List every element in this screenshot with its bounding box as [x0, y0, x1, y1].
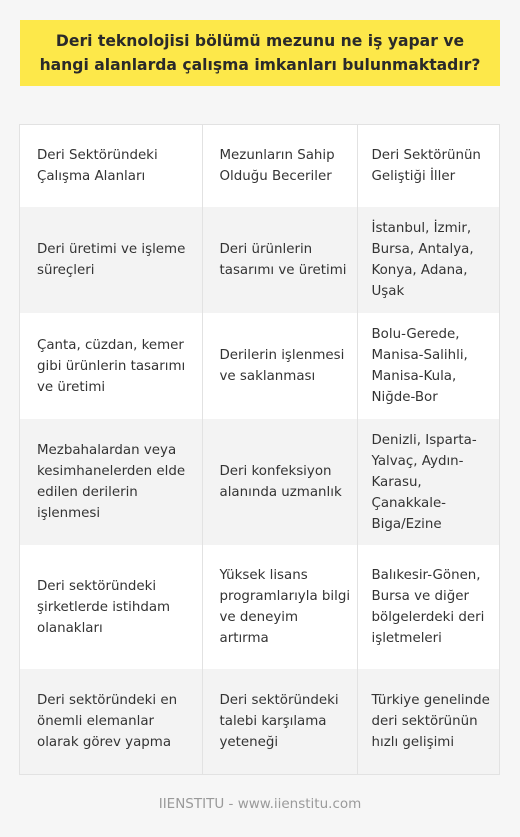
- table-cell: Balıkesir-Gönen, Bursa ve diğer bölgelerdeki deri işletmeleri: [357, 545, 499, 669]
- table-cell: Yüksek lisans programlarıyla bilgi ve deneyim artırma: [202, 545, 357, 669]
- table-cell: Deri konfeksiyon alanında uzmanlık: [202, 419, 357, 545]
- table-cell: Deri sektöründeki en önemli elemanlar olarak görev yapma: [20, 669, 202, 774]
- header-cell-provinces: Deri Sektörünün Geliştiği İller: [357, 125, 499, 207]
- table-cell: Bolu-Gerede, Manisa-Salihli, Manisa-Kula, Niğde-Bor: [357, 313, 499, 419]
- table-cell: Denizli, Isparta-Yalvaç, Aydın-Karasu, Çanakkale-Biga/Ezine: [357, 419, 499, 545]
- table-row: [20, 669, 499, 774]
- table-cell: Deri üretimi ve işleme süreçleri: [20, 207, 202, 313]
- page-title: Deri teknolojisi bölümü mezunu ne iş yapar ve hangi alanlarda çalışma imkanları bulunmaktadır?: [39, 32, 481, 74]
- table-row: [20, 545, 499, 669]
- table-header-row: [20, 125, 499, 207]
- footer-credit: IIENSTITU - www.iienstitu.com: [158, 796, 362, 812]
- table-cell: Deri sektöründeki talebi karşılama yeteneği: [202, 669, 357, 774]
- header-cell-work-areas: Deri Sektöründeki Çalışma Alanları: [20, 125, 202, 207]
- table-cell: Mezbahalardan veya kesimhanelerden elde edilen derilerin işlenmesi: [20, 419, 202, 545]
- table-row: [20, 207, 499, 313]
- table-cell: İstanbul, İzmir, Bursa, Antalya, Konya, Adana, Uşak: [357, 207, 499, 313]
- title-banner: [20, 20, 500, 86]
- table-cell: Derilerin işlenmesi ve saklanması: [202, 313, 357, 419]
- table-cell: Deri ürünlerin tasarımı ve üretimi: [202, 207, 357, 313]
- table-cell: Deri sektöründeki şirketlerde istihdam olanakları: [20, 545, 202, 669]
- info-table: [19, 124, 500, 775]
- table-row: [20, 313, 499, 419]
- table-row: [20, 419, 499, 545]
- table-cell: Türkiye genelinde deri sektörünün hızlı gelişimi: [357, 669, 499, 774]
- header-cell-skills: Mezunların Sahip Olduğu Beceriler: [202, 125, 357, 207]
- table-cell: Çanta, cüzdan, kemer gibi ürünlerin tasarımı ve üretimi: [20, 313, 202, 419]
